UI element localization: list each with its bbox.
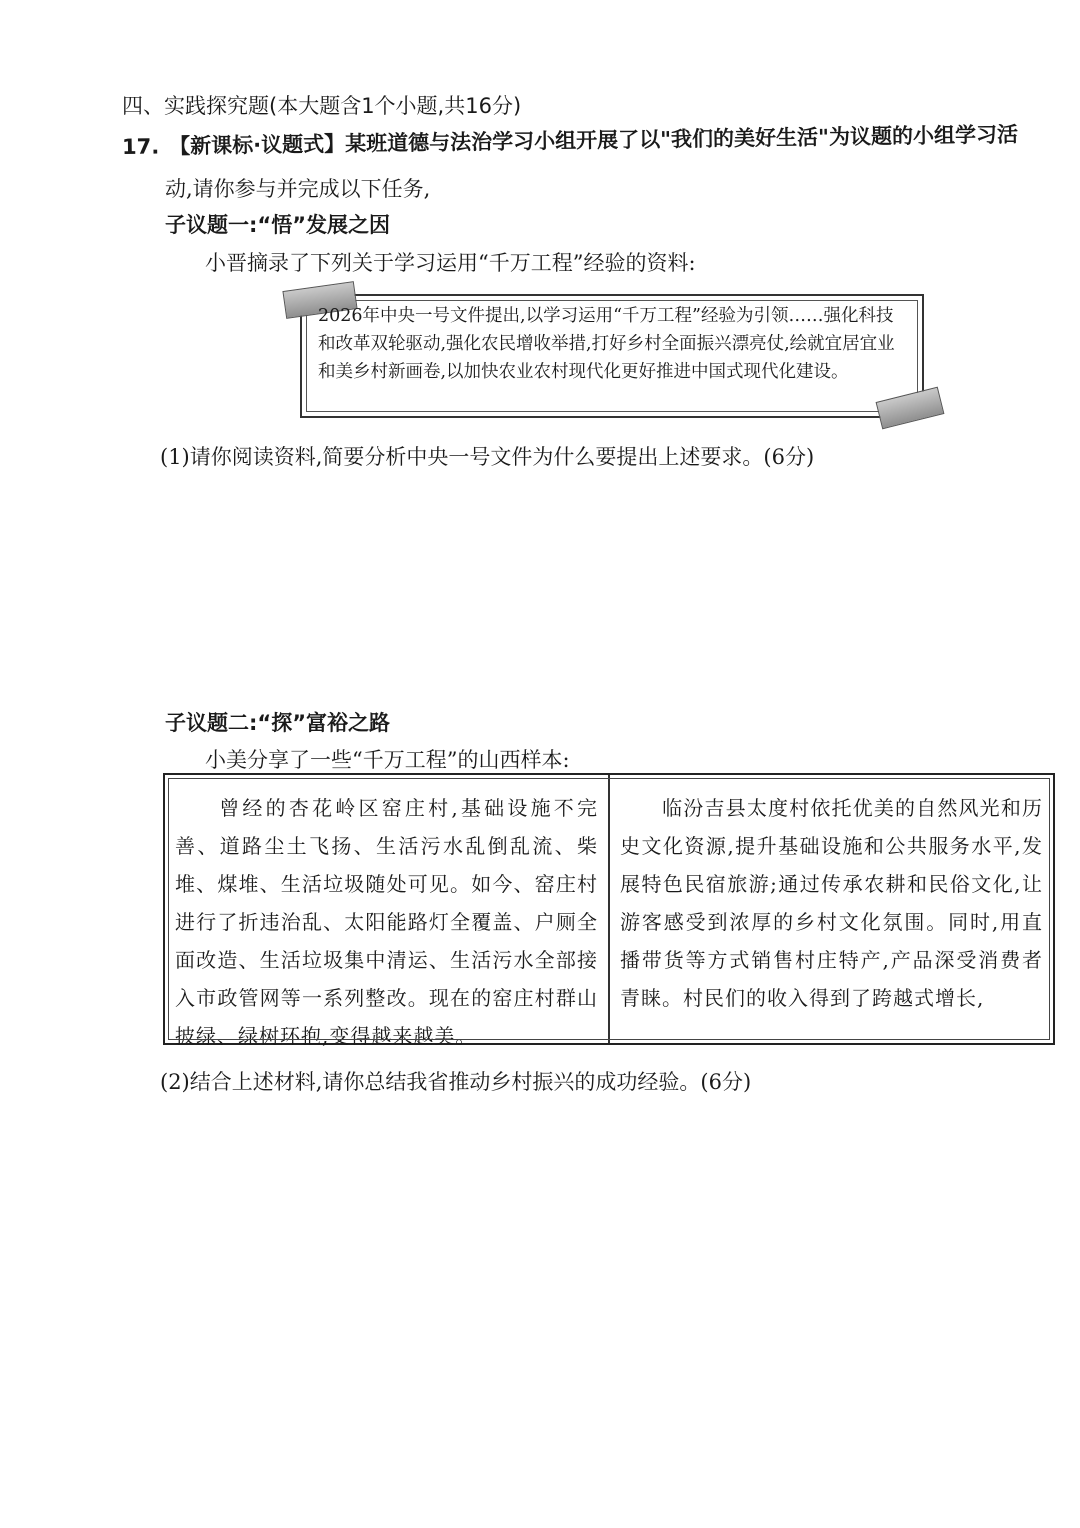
material-scroll-box bbox=[300, 294, 924, 418]
question-stem-line1 bbox=[122, 118, 1018, 161]
section-heading: 四、实践探究题(本大题含1个小题,共16分) bbox=[122, 94, 522, 118]
sub-topic-1-intro: 小晋摘录了下列关于学习运用“千万工程”经验的资料: bbox=[205, 251, 696, 275]
right-sample-text: 临汾吉县太度村依托优美的自然风光和历史文化资源,提升基础设施和公共服务水平,发展特色民宿旅游;通过传承农耕和民俗文化,让游客感受到浓厚的乡村文化氛围。同时,用直播带货等方式销售村庄特产,产品深受消费者青睐。村民们的收入得到了跨越式增长, bbox=[620, 796, 1043, 1010]
task-2: (2)结合上述材料,请你总结我省推动乡村振兴的成功经验。(6分) bbox=[160, 1070, 752, 1094]
sub-topic-2-title: 子议题二:“探”富裕之路 bbox=[165, 711, 391, 735]
sample-taidu-village bbox=[610, 775, 1053, 1043]
task-1: (1)请你阅读资料,简要分析中央一号文件为什么要提出上述要求。(6分) bbox=[160, 445, 815, 469]
question-number: 17. bbox=[121, 134, 160, 159]
question-stem-line2: 动,请你参与并完成以下任务, bbox=[165, 177, 431, 201]
sub-topic-2-intro: 小美分享了一些“千万工程”的山西样本: bbox=[205, 748, 570, 772]
question-stem-text: 【新课标·议题式】某班道德与法治学习小组开展了以"我们的美好生活"为议题的小组学习活 bbox=[169, 122, 1019, 159]
sub-topic-1-title: 子议题一:“悟”发展之因 bbox=[165, 213, 391, 237]
shanxi-samples-table bbox=[163, 773, 1055, 1048]
left-sample-text: 曾经的杏花岭区窑庄村,基础设施不完善、道路尘土飞扬、生活污水乱倒乱流、柴堆、煤堆、生活垃圾随处可见。如今、窑庄村进行了折违治乱、太阳能路灯全覆盖、户厕全面改造、生活垃圾集中清运、生活污水全部接入市政管网等一系列整改。现在的窑庄村群山披绿、绿树环抱,变得越来越美。 bbox=[175, 796, 598, 1048]
material-text: 2026年中央一号文件提出,以学习运用“千万工程”经验为引领……强化科技和改革双轮驱动,强化农民增收举措,打好乡村全面振兴漂亮仗,绘就宜居宜业和美乡村新画卷,以加快农业农村现代化更好推进中国式现代化建设。 bbox=[318, 306, 895, 382]
sample-yaozhuang-village bbox=[165, 775, 610, 1048]
